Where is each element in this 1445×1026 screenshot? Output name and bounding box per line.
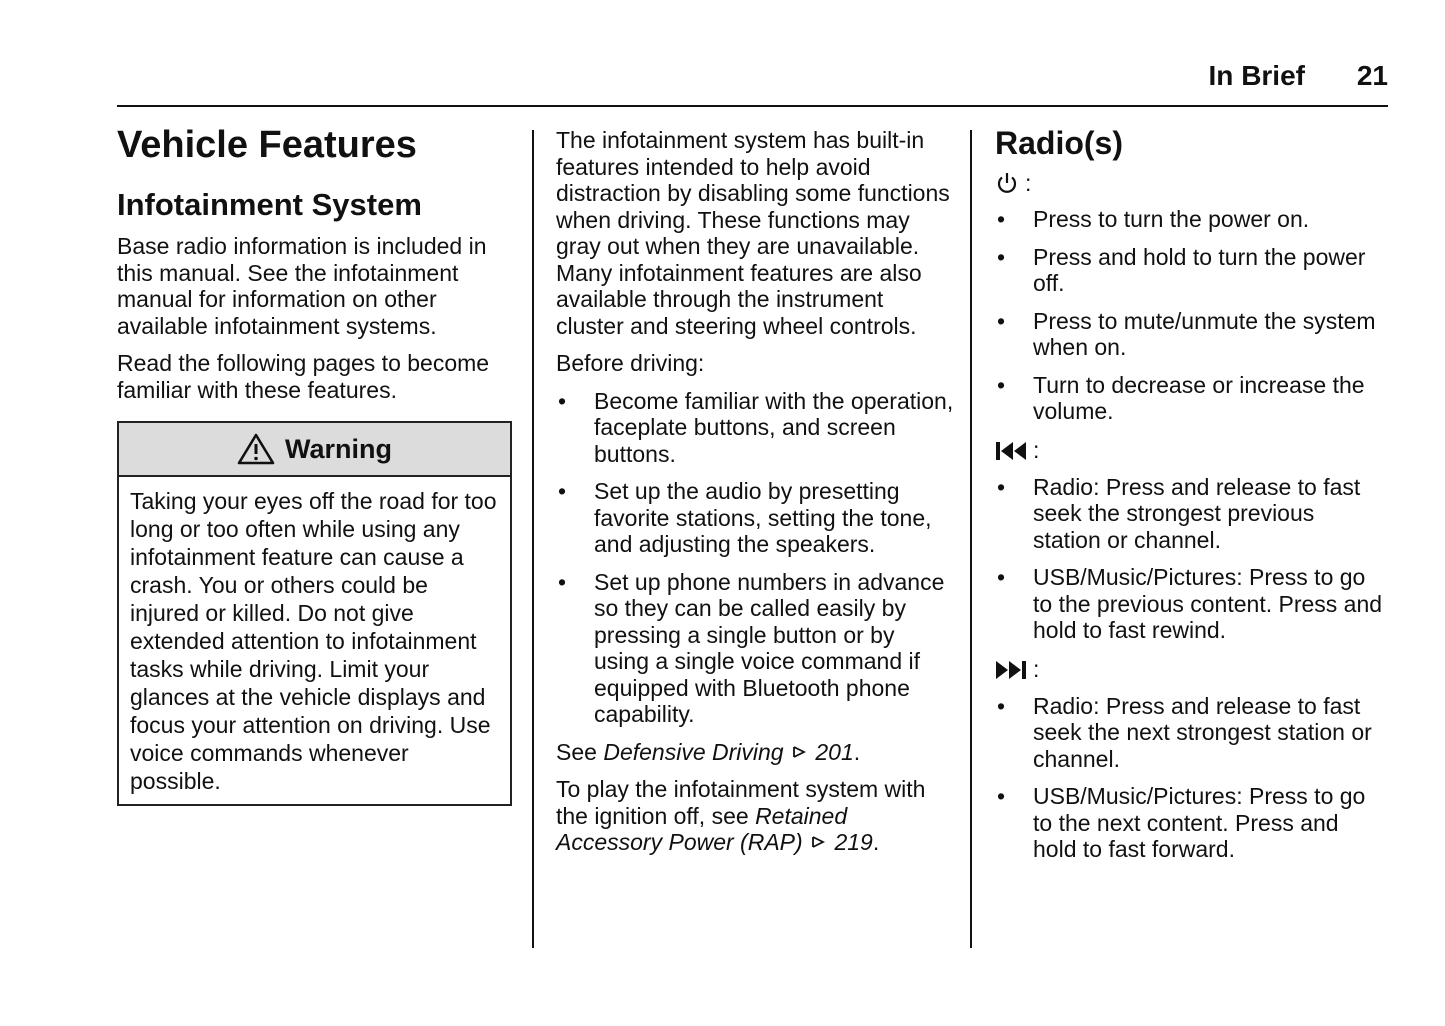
intro-paragraph: Base radio information is included in this manual. See the infotainment manual for information on other available infotainment systems. [117,233,487,339]
list-item: • Set up the audio by presetting favorite stations, setting the tone, and adjusting the speakers. [558,478,932,557]
warning-triangle-icon [237,433,275,465]
bullet: • [997,307,1006,334]
seek-next-list [995,693,1387,863]
list-item: • Set up phone numbers in advance so they can be called easily by pressing a single button or by using a single voice command if equipped with Bluetooth phone capability. [558,568,945,727]
bullet: • [997,243,1006,270]
see-defensive-driving: See Defensive Driving 201. [556,738,861,765]
seek-previous-icon [995,440,1027,462]
list-item: • Press to mute/unmute the system when on. [997,307,1376,360]
bullet: • [558,568,567,595]
list-item: • Turn to decrease or increase the volume. [997,371,1365,424]
bullet: • [997,692,1006,719]
list-item: • Press to turn the power on. [997,206,1310,232]
bullet: • [997,783,1006,809]
power-list [995,206,1387,425]
bullet: • [997,371,1006,398]
list-item: • USB/Music/Pictures: Press to go to the previous content. Press and hold to fast rewind. [997,564,1383,643]
defensive-driving-page[interactable]: 201 [815,738,854,765]
list-item: • Radio: Press and release to fast seek the strongest previous station or channel. [997,473,1361,553]
ignition-paragraph: To play the infotainment system with the ignition off, see Retained Accessory Power (RAP) 219. [556,776,926,855]
bullet: • [558,478,567,504]
page-reference-icon [811,834,826,850]
bullet: • [558,387,567,414]
bullet: • [997,564,1006,590]
page-number: 21 [1356,60,1388,91]
seek-next-control: : [995,655,1387,685]
warning-box [117,421,512,806]
middle-column [556,127,954,867]
warning-header [119,423,510,477]
rap-page[interactable]: 219 [834,829,873,855]
bullet: • [997,473,1006,500]
left-column [117,122,512,806]
column-divider-1 [532,130,534,948]
radio-heading: Radio(s) [995,125,1123,161]
right-column [995,122,1387,874]
before-driving-list [556,388,954,728]
seek-next-icon [995,659,1027,681]
power-control: : [995,168,1387,198]
list-item: • USB/Music/Pictures: Press to go to the next content. Press and hold to fast forward. [997,783,1366,862]
defensive-driving-link[interactable]: Defensive Driving [603,738,784,765]
seek-previous-list [995,474,1387,644]
warning-text: Taking your eyes off the road for too long or too often while using any infotainment feature can cause a crash. You or others could be injured or killed. Do not give extended attention to infotainment tasks while driving. Limit your glances at the vehicle displays and focus your attention on driving. Use voice commands whenever possible. [130,488,497,794]
rap-link[interactable]: Retained Accessory Power (RAP) [556,802,848,855]
page-title: Vehicle Features [117,124,417,166]
page-reference-icon [792,744,807,760]
seek-previous-control: : [995,436,1387,466]
warning-title: Warning [285,433,392,464]
list-item: • Radio: Press and release to fast seek the next strongest station or channel. [997,692,1372,772]
section-heading-infotainment: Infotainment System [117,187,422,222]
column-divider-2 [970,130,972,948]
distraction-paragraph: The infotainment system has built-in features intended to help avoid distraction by disabling some functions when driving. These functions may gray out when they are unavailable. Many infotainment features are also available through the instrument cluster and steering wheel controls. [556,127,950,339]
bullet: • [997,206,1006,232]
header-rule [117,105,1388,107]
list-item: • Become familiar with the operation, faceplate buttons, and screen buttons. [558,387,954,467]
section-title: In Brief [1208,60,1305,91]
before-driving-label: Before driving: [556,350,705,376]
read-pages-paragraph: Read the following pages to become familiar with these features. [117,350,490,403]
power-icon [995,171,1019,195]
list-item: • Press and hold to turn the power off. [997,243,1366,296]
